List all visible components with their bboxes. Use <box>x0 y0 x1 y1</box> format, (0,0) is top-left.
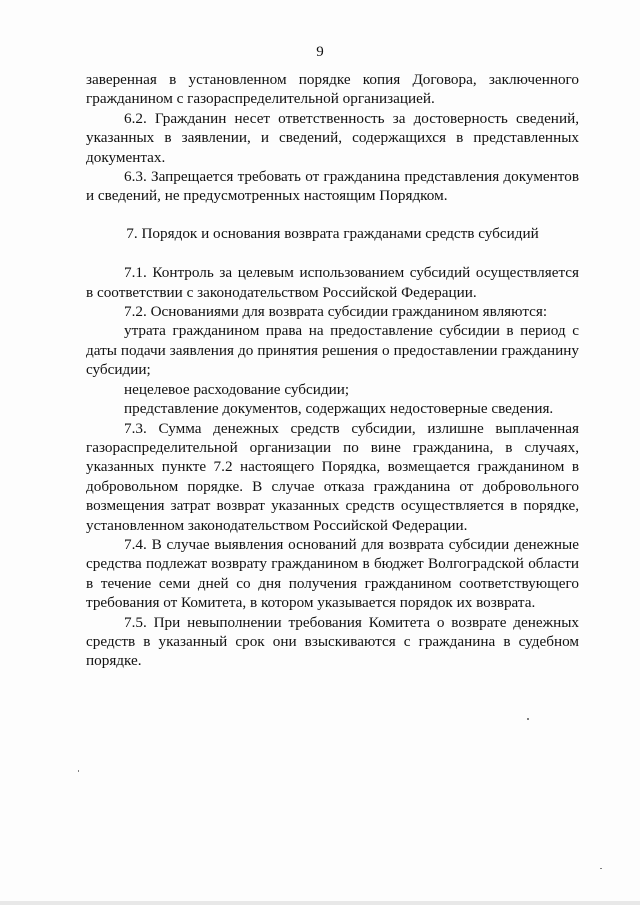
paragraph-7-2-item-1: утрата гражданином права на предоставление субсидии в период с даты подачи заявления до принятия решения о предоставлении гражданину субсидии; <box>86 322 579 379</box>
paragraph-7-3: 7.3. Сумма денежных средств субсидии, излишне выплаченная газораспределительной организации по вине гражданина, в случаях, указанных пункте 7.2 настоящего Порядка, возмещается гражданином в добровольном порядке. В случае отказа гражданина от добровольного возмещения затрат возврат указанных средств осуществляется в порядке, установленном законодательством Российской Федерации. <box>86 419 579 534</box>
scan-speck <box>78 770 79 772</box>
scan-speck <box>527 718 529 720</box>
paragraph-7-2: 7.2. Основаниями для возврата субсидии гражданином являются: <box>124 303 548 321</box>
paragraph-7-4: 7.4. В случае выявления оснований для возврата субсидии денежные средства подлежат возврату гражданином в бюджет Волгоградской области в течение семи дней со дня получения гражданином соответствующего требования от Комитета, в котором указывается порядок их возврата. <box>86 535 579 612</box>
paragraph-7-2-item-2: нецелевое расходование субсидии; <box>124 380 350 398</box>
paragraph-7-5: 7.5. При невыполнении требования Комитета о возврате денежных средств в указанный срок они взыскиваются с гражданина в судебном порядке. <box>86 613 579 670</box>
document-body <box>86 70 579 671</box>
paragraph-6-3: 6.3. Запрещается требовать от гражданина представления документов и сведений, не предусмотренных настоящим Порядком. <box>86 168 579 205</box>
section-heading: 7. Порядок и основания возврата гражданами средств субсидий <box>126 224 539 242</box>
page-number: 9 <box>316 44 324 60</box>
scan-speck <box>600 868 602 869</box>
paragraph-7-1: 7.1. Контроль за целевым использованием субсидий осуществляется в соответствии с законодательством Российской Федерации. <box>86 264 579 301</box>
paragraph-continuation: заверенная в установленном порядке копия Договора, заключенного гражданином с газораспределительной организацией. <box>86 71 579 108</box>
scan-bottom-edge <box>0 901 640 905</box>
paragraph-6-2: 6.2. Гражданин несет ответственность за достоверность сведений, указанных в заявлении, и сведений, содержащихся в представленных документах. <box>86 109 579 166</box>
paragraph-7-2-item-3: представление документов, содержащих недостоверные сведения. <box>124 400 554 418</box>
